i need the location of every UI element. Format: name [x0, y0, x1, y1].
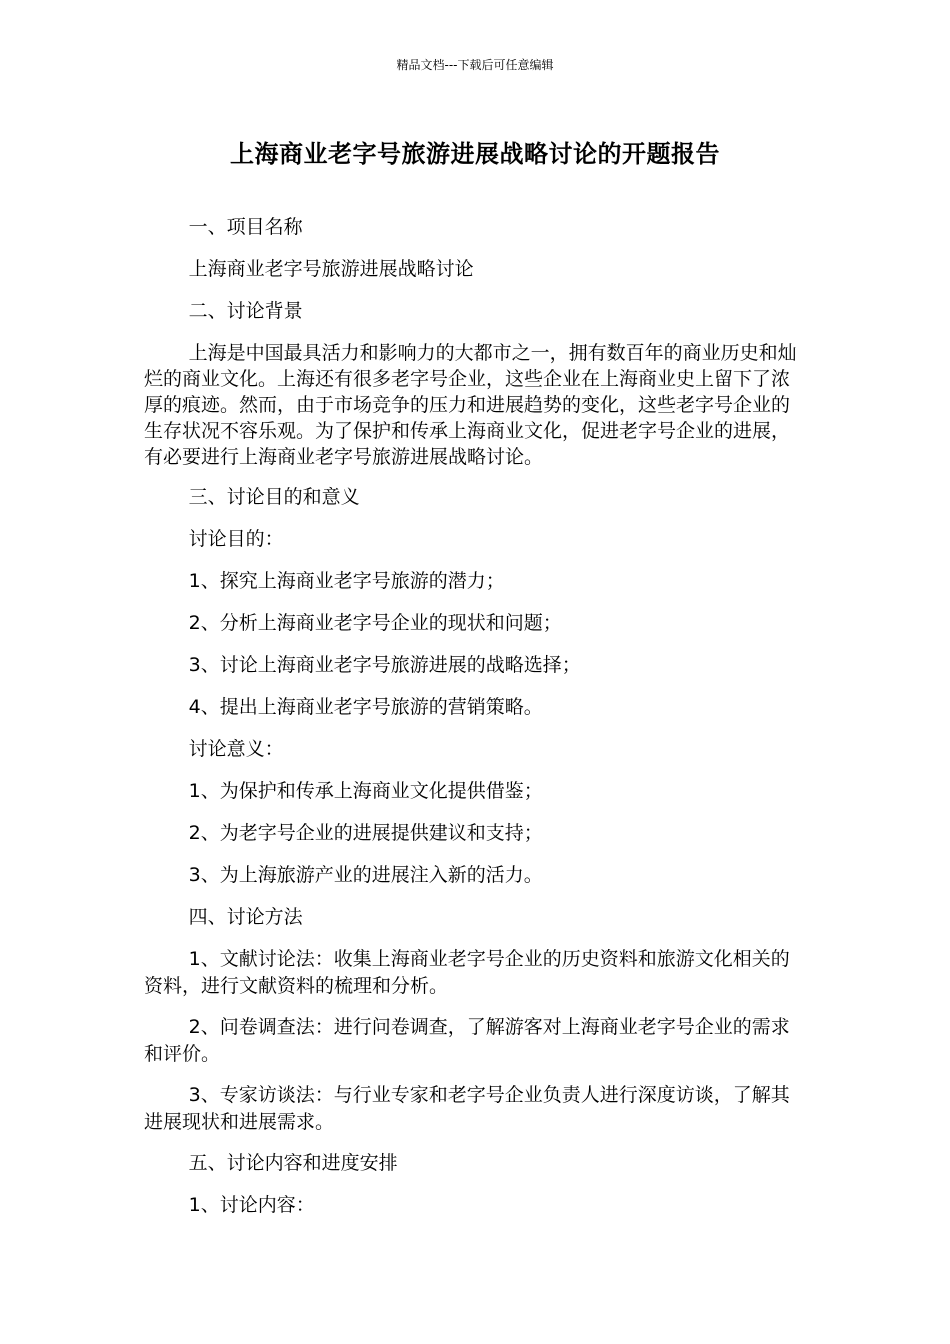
list-item: 1、探究上海商业老字号旅游的潜力； [188, 570, 505, 592]
project-name-text: 上海商业老字号旅游进展战略讨论 [188, 258, 474, 280]
background-paragraph: 上海是中国最具活力和影响力的大都市之一，拥有数百年的商业历史和灿烂的商业文化。上海还有很多老字号企业，这些企业在上海商业史上留下了浓厚的痕迹。然而，由于市场竞争的压力和进展趋势的变化，这些老字号企业的生存状况不容乐观。为了保护和传承上海商业文化，促进老字号企业的进展，有必要进行上海商业老字号旅游进展战略讨论。 [144, 342, 797, 468]
document-body [144, 214, 808, 1234]
section-heading-background: 二、讨论背景 [188, 300, 303, 322]
content-label: 1、讨论内容： [188, 1194, 315, 1216]
section-heading-content-schedule: 五、讨论内容和进度安排 [188, 1152, 398, 1174]
list-item: 2、分析上海商业老字号企业的现状和问题； [188, 612, 562, 634]
list-item: 1、为保护和传承上海商业文化提供借鉴； [188, 780, 543, 802]
list-item: 4、提出上海商业老字号旅游的营销策略。 [188, 696, 543, 718]
method-paragraph: 2、问卷调查法：进行问卷调查，了解游客对上海商业老字号企业的需求和评价。 [144, 1016, 790, 1065]
document-title: 上海商业老字号旅游进展战略讨论的开题报告 [230, 140, 720, 168]
list-item: 3、讨论上海商业老字号旅游进展的战略选择； [188, 654, 581, 676]
method-paragraph: 1、文献讨论法：收集上海商业老字号企业的历史资料和旅游文化相关的资料，进行文献资料的梳理和分析。 [144, 948, 790, 997]
page-header: 精品文档---下载后可任意编辑 [396, 58, 554, 72]
list-item: 3、为上海旅游产业的进展注入新的活力。 [188, 864, 543, 886]
method-paragraph: 3、专家访谈法：与行业专家和老字号企业负责人进行深度访谈，了解其进展现状和进展需求。 [144, 1084, 790, 1133]
section-heading-methods: 四、讨论方法 [188, 906, 303, 928]
significance-label: 讨论意义： [188, 738, 284, 760]
purpose-label: 讨论目的： [188, 528, 284, 550]
section-heading-project-name: 一、项目名称 [188, 216, 303, 238]
section-heading-purpose: 三、讨论目的和意义 [188, 486, 360, 508]
list-item: 2、为老字号企业的进展提供建议和支持； [188, 822, 543, 844]
